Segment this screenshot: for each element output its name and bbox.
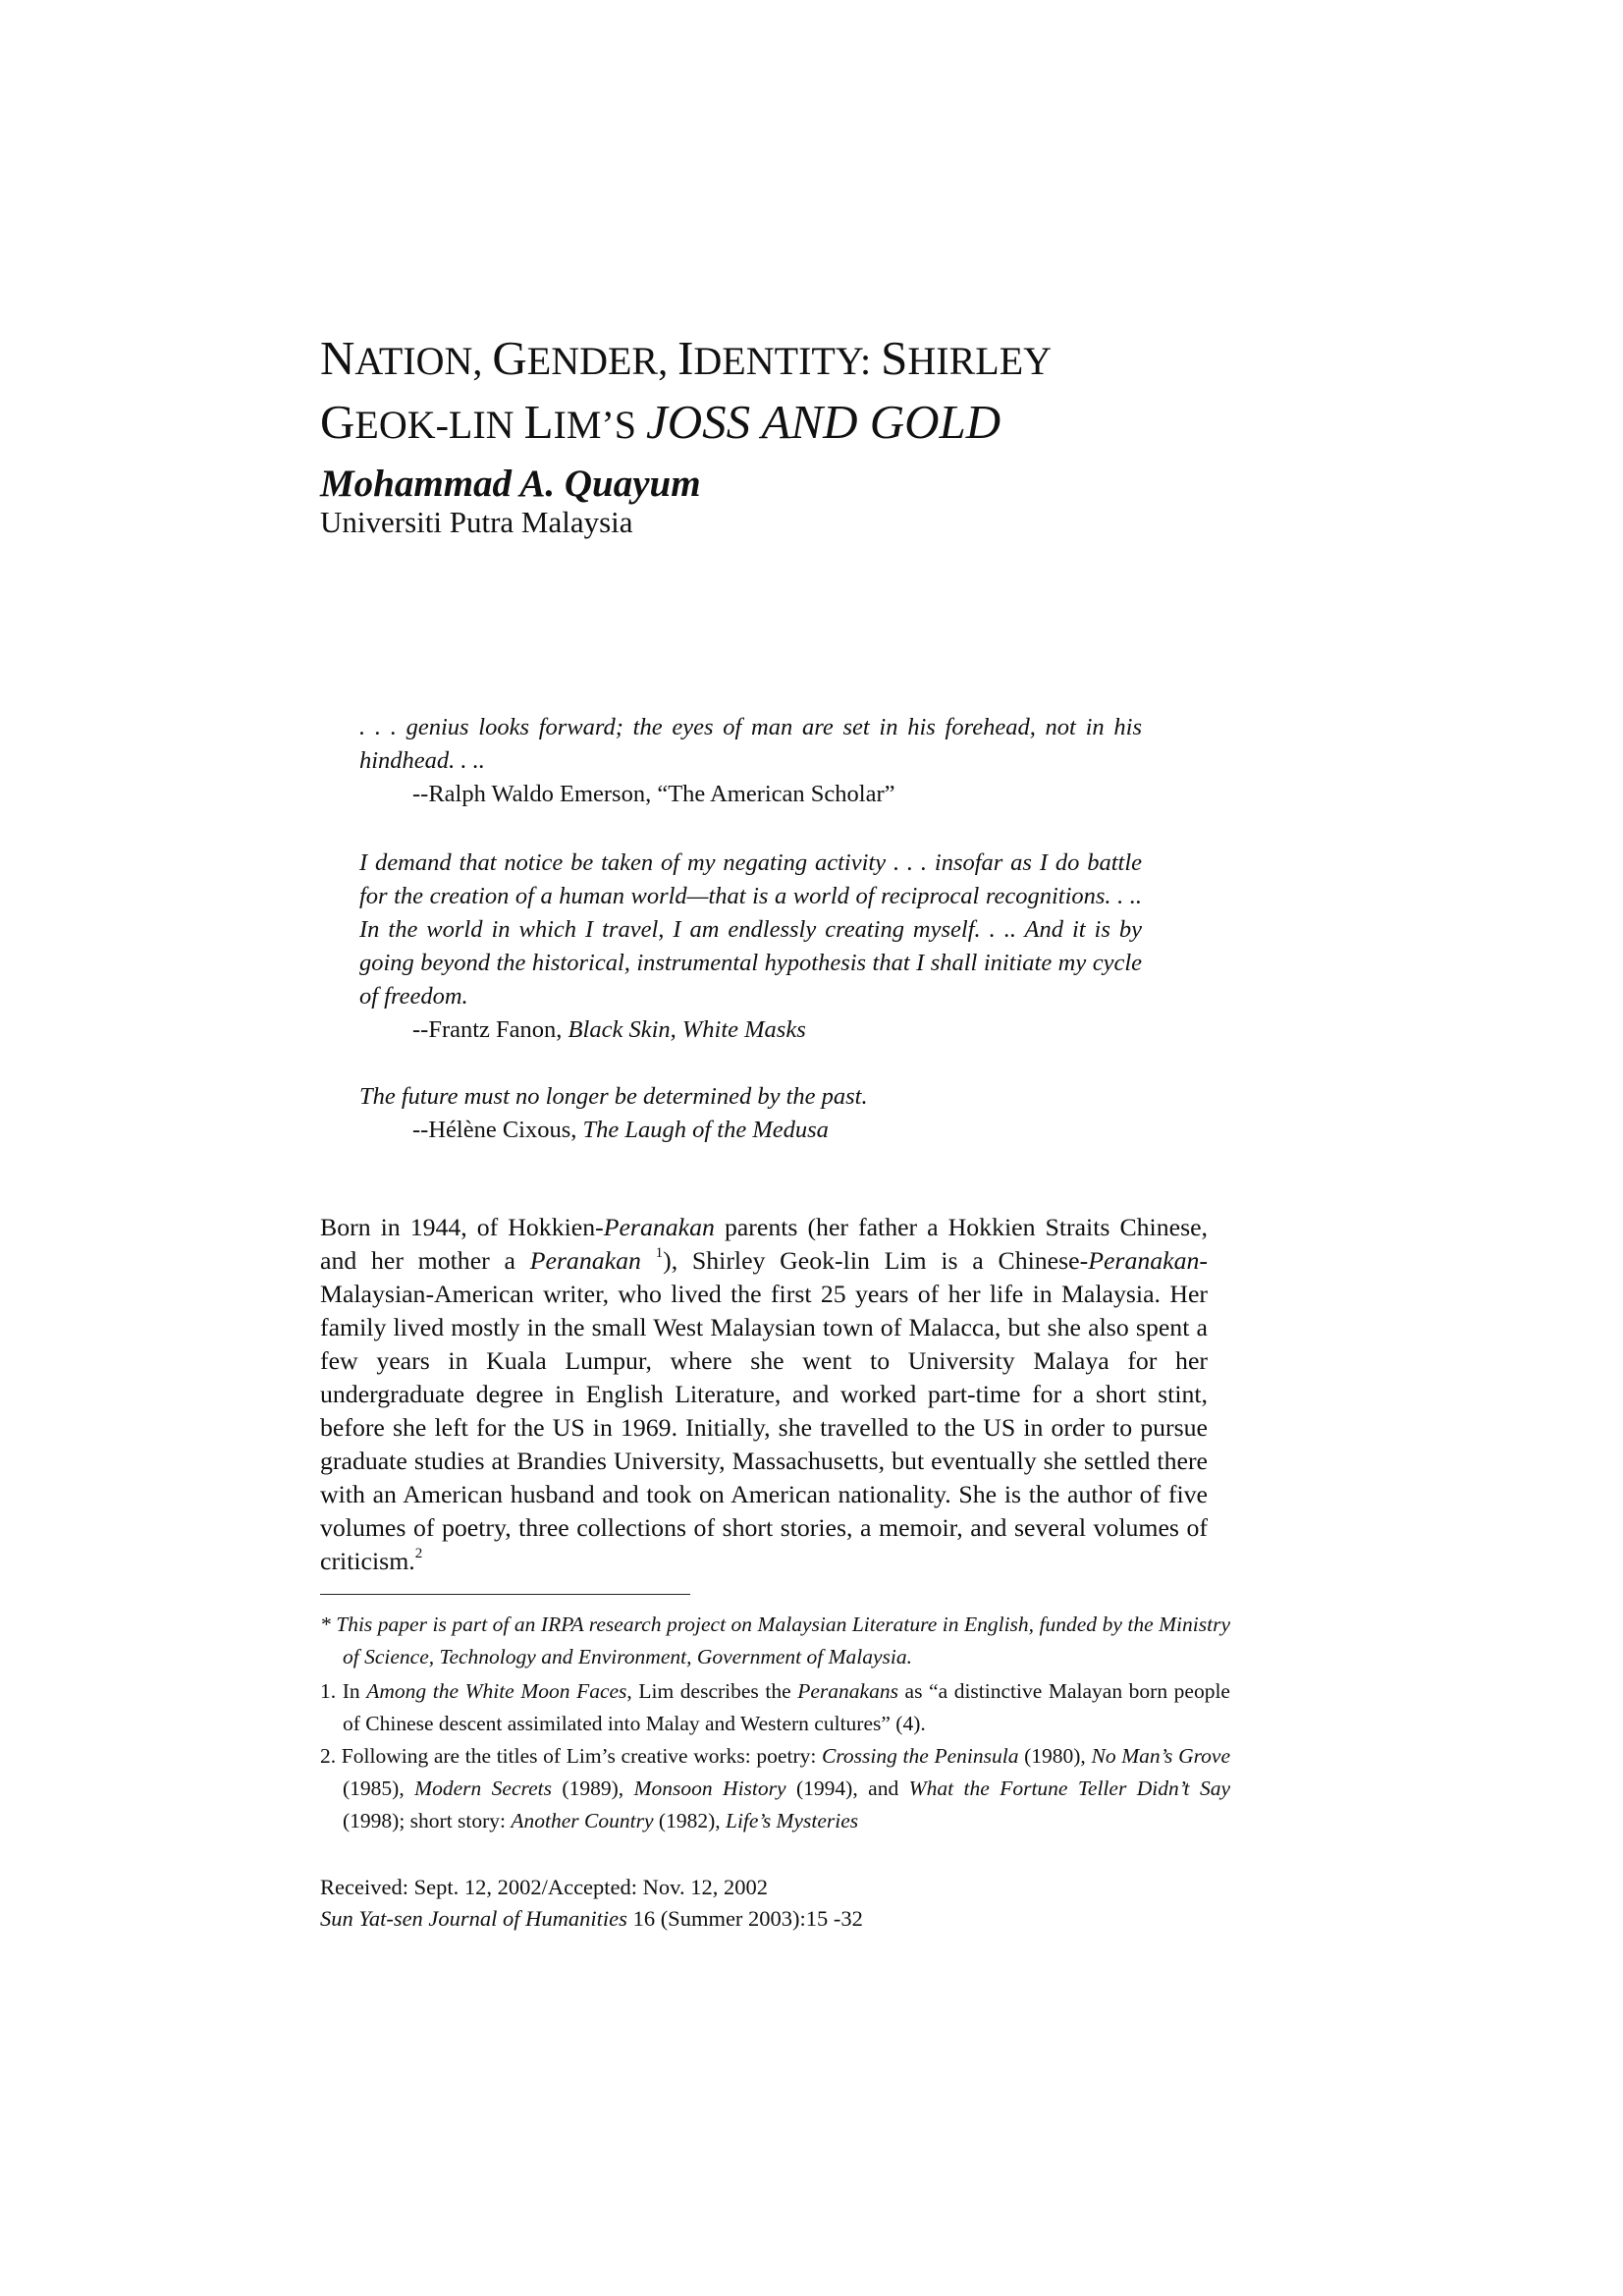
footnote-2 xyxy=(320,1740,1230,1837)
footnote-text: (1994), and xyxy=(785,1777,909,1800)
title-smallcaps: EOK-LIN xyxy=(354,403,524,447)
journal-name: Sun Yat-sen Journal of Humanities xyxy=(320,1906,627,1931)
journal-details: 16 (Summer 2003):15 -32 xyxy=(626,1906,863,1931)
footnote-italic: Another Country xyxy=(511,1809,654,1832)
body-italic-term: Peranakan xyxy=(1088,1246,1200,1275)
footnote-italic: Crossing the Peninsula xyxy=(822,1744,1019,1768)
title-cap: N xyxy=(320,331,355,385)
epigraph-attribution xyxy=(412,1114,829,1147)
title-cap: G xyxy=(492,331,527,385)
title-smallcaps: DENTITY: xyxy=(693,339,882,383)
body-text-run: Born in 1944, of Hokkien- xyxy=(320,1213,604,1241)
footnote-italic: Among the White Moon Faces xyxy=(366,1679,627,1703)
epigraph-attribution xyxy=(412,778,895,811)
footnote-text: (1989), xyxy=(551,1777,634,1800)
footnote-text: (1980), xyxy=(1018,1744,1092,1768)
journal-citation xyxy=(320,1903,863,1935)
title-cap: L xyxy=(523,395,554,449)
footnote-italic: Peranakans xyxy=(797,1679,898,1703)
attribution-text: --Frantz Fanon, xyxy=(412,1016,568,1043)
footnote-ref-2[interactable]: 2 xyxy=(414,1546,423,1561)
epigraph-attribution xyxy=(412,1013,806,1047)
title-smallcaps: HIRLEY xyxy=(907,339,1053,383)
body-text-run: -Malaysian-American writer, who lived the first 25 years of her life in Malaysia. Her family lived mostly in the small West Malaysian town of Malacca, but she also spent a few years in Kuala Lumpur, where she went to University Malaya for her undergraduate degree in English Literature, and worked part-time for a short stint, before she left for the US in 1969. Initially, she travelled to the US in order to pursue graduate studies at Brandies University, Massachusetts, but eventually she settled there with an American husband and took on American nationality. She is the author of five volumes of poetry, three collections of short stories, a memoir, and several volumes of criticism. xyxy=(320,1246,1208,1575)
received-dates: Received: Sept. 12, 2002/Accepted: Nov. 12, 2002 xyxy=(320,1875,768,1899)
footnote-1 xyxy=(320,1675,1230,1740)
attribution-text: --Ralph Waldo Emerson, “The American Scholar” xyxy=(412,781,895,807)
footnote-italic: Life’s Mysteries xyxy=(725,1809,859,1832)
title-italic-work: JOSS AND GOLD xyxy=(645,395,1001,449)
body-italic-term: Peranakan xyxy=(529,1246,641,1275)
epigraph-quote: . . . genius looks forward; the eyes of man are set in his forehead, not in his hindhead. . .. xyxy=(359,714,1142,774)
title-smallcaps: ENDER, xyxy=(526,339,678,383)
footnote-text: * This paper is part of an IRPA research project on Malaysian Literature in English, funded by the Ministry of Science, Technology and Environment, Government of Malaysia. xyxy=(320,1613,1230,1668)
attribution-work: Black Skin, White Masks xyxy=(568,1016,806,1043)
epigraph-quote: The future must no longer be determined by the past. xyxy=(359,1083,868,1110)
body-text-run: parents (her father a Hokkien Straits Chinese, and her mother a xyxy=(320,1213,1209,1275)
body-text-run: ), Shirley Geok-lin Lim is a Chinese- xyxy=(663,1246,1089,1275)
footnote-text: (1982), xyxy=(653,1809,726,1832)
title-cap: S xyxy=(881,331,908,385)
footnote-star xyxy=(320,1609,1230,1673)
footnote-text: , Lim describes the xyxy=(626,1679,798,1703)
epigraph-quote: I demand that notice be taken of my negating activity . . . insofar as I do battle for the creation of a human world—that is a world of reciprocal recognitions. . .. In the world in which I travel, I am endlessly creating myself. . .. And it is by going beyond the historical, instrumental hypothesis that I shall initiate my cycle of freedom. xyxy=(359,849,1142,1010)
title-smallcaps: IM’S xyxy=(553,403,646,447)
footnote-italic: Monsoon History xyxy=(633,1777,786,1800)
footnote-text: 2. Following are the titles of Lim’s creative works: poetry: xyxy=(320,1744,822,1768)
footnote-ref-1[interactable]: 1 xyxy=(655,1245,664,1261)
body-italic-term: Peranakan xyxy=(603,1213,715,1241)
footnote-text: as “a distinctive Malayan born people of Chinese descent assimilated into Malay and Western cultures” (4). xyxy=(343,1679,1230,1735)
author-name: Mohammad A. Quayum xyxy=(320,463,701,505)
author-affiliation: Universiti Putra Malaysia xyxy=(320,505,633,539)
attribution-work: The Laugh of the Medusa xyxy=(582,1117,829,1143)
footnote-italic: No Man’s Grove xyxy=(1091,1744,1230,1768)
footnote-text: (1985), xyxy=(343,1777,415,1800)
footnote-italic: Modern Secrets xyxy=(414,1777,552,1800)
footnote-text: (1998); short story: xyxy=(343,1809,512,1832)
title-smallcaps: ATION, xyxy=(354,339,493,383)
paper-title xyxy=(320,328,1302,456)
footnote-divider xyxy=(320,1594,690,1595)
title-cap: I xyxy=(677,331,694,385)
attribution-text: --Hélène Cixous, xyxy=(412,1117,583,1143)
footnote-text: 1. In xyxy=(320,1679,367,1703)
footnote-italic: What the Fortune Teller Didn’t Say xyxy=(908,1777,1231,1800)
title-cap: G xyxy=(320,395,355,449)
body-paragraph xyxy=(320,1211,1208,1578)
